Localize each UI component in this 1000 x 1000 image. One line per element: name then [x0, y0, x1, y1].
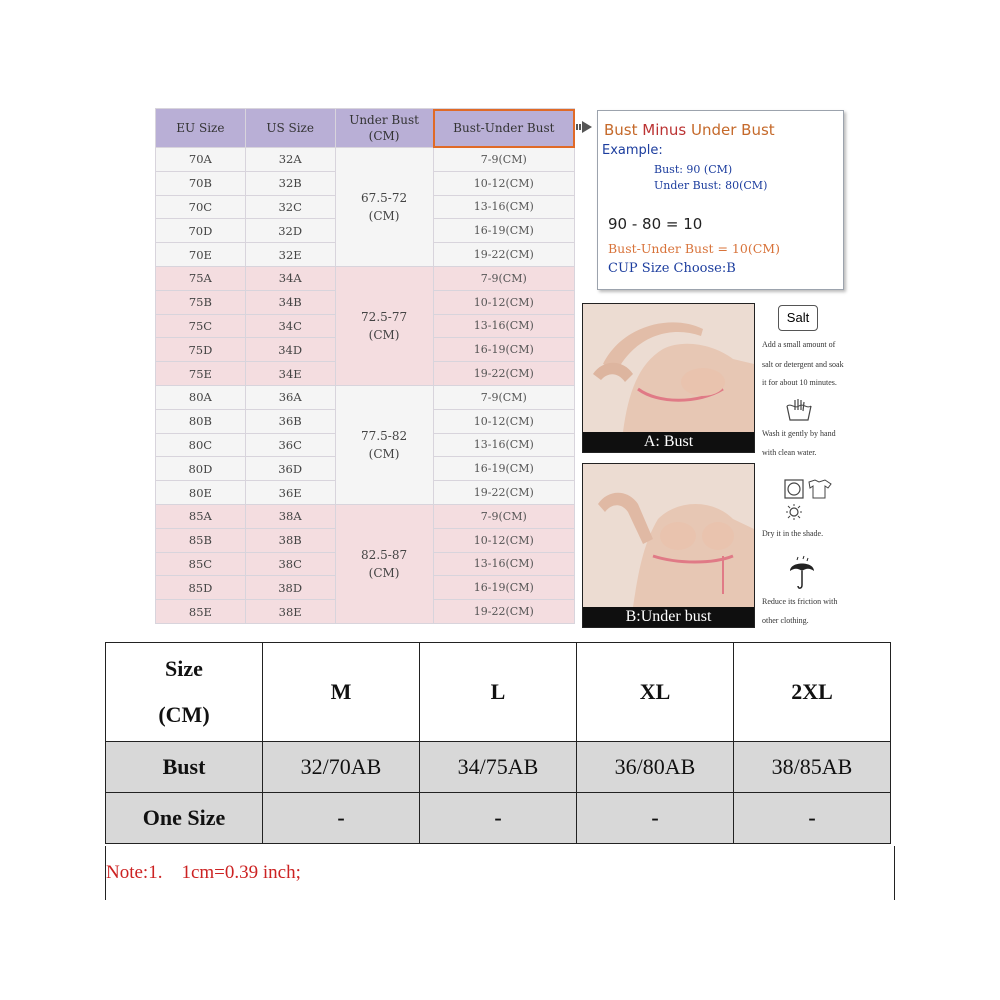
one-size-m: - — [263, 793, 420, 844]
us-size-cell: 32D — [245, 219, 335, 243]
eu-size-cell: 80C — [156, 433, 246, 457]
example-label: Example: — [602, 143, 663, 158]
bust-difference-cell: 19-22(CM) — [433, 362, 574, 386]
size-col-l: L — [420, 643, 577, 742]
bust-difference-cell: 16-19(CM) — [433, 457, 574, 481]
bust-2xl: 38/85AB — [734, 742, 891, 793]
bust-difference-cell: 13-16(CM) — [433, 433, 574, 457]
eu-size-cell: 80E — [156, 481, 246, 505]
care-salt-line-2: salt or detergent and soak — [762, 360, 844, 369]
eu-size-cell: 80D — [156, 457, 246, 481]
table-row — [156, 148, 575, 172]
eu-size-cell: 85D — [156, 576, 246, 600]
care-salt-line-3: it for about 10 minutes. — [762, 378, 837, 387]
care-friction-line-1: Reduce its friction with — [762, 597, 838, 606]
eu-size-cell: 80A — [156, 385, 246, 409]
bust-difference-cell: 7-9(CM) — [433, 148, 574, 172]
us-size-cell: 38E — [245, 600, 335, 624]
under-bust-range-cell: 72.5-77 (CM) — [335, 266, 433, 385]
under-bust-range-cell: 67.5-72 (CM) — [335, 148, 433, 267]
salt-label: Salt — [778, 305, 818, 331]
us-size-cell: 32A — [245, 148, 335, 172]
us-size-cell: 36E — [245, 481, 335, 505]
us-size-cell: 38A — [245, 504, 335, 528]
under-bust-range-cell: 77.5-82 (CM) — [335, 385, 433, 504]
us-size-cell: 38D — [245, 576, 335, 600]
eu-size-cell: 75A — [156, 266, 246, 290]
hand-wash-icon — [785, 398, 813, 422]
header-eu-size: EU Size — [156, 109, 246, 148]
bust-xl: 36/80AB — [577, 742, 734, 793]
us-size-cell: 38B — [245, 528, 335, 552]
bust-illustration — [583, 304, 754, 432]
one-size-2xl: - — [734, 793, 891, 844]
bust-difference-cell: 13-16(CM) — [433, 195, 574, 219]
size-chart-header — [156, 109, 575, 148]
under-bust-measurement-photo — [582, 463, 755, 628]
eu-size-cell: 85B — [156, 528, 246, 552]
bust-difference-cell: 7-9(CM) — [433, 266, 574, 290]
bust-difference-cell: 10-12(CM) — [433, 171, 574, 195]
bust-difference-cell: 16-19(CM) — [433, 219, 574, 243]
eu-size-cell: 70D — [156, 219, 246, 243]
eu-size-cell: 70E — [156, 243, 246, 267]
bust-m: 32/70AB — [263, 742, 420, 793]
care-wash-line-1: Wash it gently by hand — [762, 429, 836, 438]
us-size-cell: 34A — [245, 266, 335, 290]
table-row — [106, 742, 891, 793]
under-bust-range-cell: 82.5-87 (CM) — [335, 504, 433, 623]
dry-in-shade-icon — [783, 478, 835, 522]
eu-size-cell: 75B — [156, 290, 246, 314]
eu-size-cell: 85C — [156, 552, 246, 576]
us-size-cell: 36C — [245, 433, 335, 457]
us-size-cell: 36D — [245, 457, 335, 481]
eu-size-cell: 70B — [156, 171, 246, 195]
eu-size-cell: 70C — [156, 195, 246, 219]
bust-difference-cell: 19-22(CM) — [433, 600, 574, 624]
size-col-xl: XL — [577, 643, 734, 742]
us-size-cell: 36A — [245, 385, 335, 409]
under-bust-caption: B:Under bust — [583, 607, 754, 627]
size-table — [105, 642, 891, 844]
table-row — [156, 385, 575, 409]
umbrella-icon — [788, 555, 816, 591]
bust-difference-cell: 16-19(CM) — [433, 338, 574, 362]
table-row — [106, 793, 891, 844]
us-size-cell: 34D — [245, 338, 335, 362]
care-friction-line-2: other clothing. — [762, 616, 809, 625]
bust-difference-cell: 7-9(CM) — [433, 504, 574, 528]
eu-size-cell: 80B — [156, 409, 246, 433]
size-col-m: M — [263, 643, 420, 742]
example-cup: CUP Size Choose:B — [608, 261, 736, 276]
example-equation: 90 - 80 = 10 — [608, 215, 703, 233]
bust-measurement-photo — [582, 303, 755, 453]
us-size-cell: 38C — [245, 552, 335, 576]
bust-difference-cell: 10-12(CM) — [433, 528, 574, 552]
row-label-bust: Bust — [106, 742, 263, 793]
header-us-size: US Size — [245, 109, 335, 148]
us-size-cell: 32B — [245, 171, 335, 195]
bust-difference-cell: 7-9(CM) — [433, 385, 574, 409]
care-wash-line-2: with clean water. — [762, 448, 817, 457]
bust-difference-cell: 13-16(CM) — [433, 314, 574, 338]
eu-size-cell: 75E — [156, 362, 246, 386]
us-size-cell: 36B — [245, 409, 335, 433]
arrow-right-icon — [576, 118, 594, 136]
note-box — [105, 846, 895, 900]
example-under-bust: Under Bust: 80(CM) — [654, 179, 768, 192]
care-dry-line: Dry it in the shade. — [762, 529, 824, 538]
eu-size-cell: 75C — [156, 314, 246, 338]
example-title: Bust Minus Under Bust — [604, 121, 775, 139]
bust-difference-cell: 10-12(CM) — [433, 409, 574, 433]
one-size-xl: - — [577, 793, 734, 844]
bust-caption: A: Bust — [583, 432, 754, 452]
note-text: Note:1. 1cm=0.39 inch; — [106, 862, 301, 883]
us-size-cell: 32E — [245, 243, 335, 267]
size-table-corner: Size (CM) — [106, 643, 263, 742]
header-under-bust: Under Bust (CM) — [335, 109, 433, 148]
table-row — [156, 504, 575, 528]
example-box — [597, 110, 844, 290]
size-table-header — [106, 643, 891, 742]
us-size-cell: 34C — [245, 314, 335, 338]
example-result: Bust-Under Bust = 10(CM) — [608, 241, 780, 256]
bust-difference-cell: 19-22(CM) — [433, 481, 574, 505]
eu-size-cell: 85A — [156, 504, 246, 528]
under-bust-illustration — [583, 464, 754, 607]
table-row — [156, 266, 575, 290]
eu-size-cell: 70A — [156, 148, 246, 172]
us-size-cell: 34B — [245, 290, 335, 314]
bust-l: 34/75AB — [420, 742, 577, 793]
care-salt-line-1: Add a small amount of — [762, 340, 836, 349]
bust-difference-cell: 10-12(CM) — [433, 290, 574, 314]
bust-difference-cell: 16-19(CM) — [433, 576, 574, 600]
eu-size-cell: 75D — [156, 338, 246, 362]
row-label-one-size: One Size — [106, 793, 263, 844]
eu-size-cell: 85E — [156, 600, 246, 624]
bust-difference-cell: 13-16(CM) — [433, 552, 574, 576]
example-bust: Bust: 90 (CM) — [654, 163, 733, 176]
size-chart — [155, 108, 575, 624]
us-size-cell: 34E — [245, 362, 335, 386]
us-size-cell: 32C — [245, 195, 335, 219]
header-bust-minus-under-bust: Bust-Under Bust — [433, 109, 574, 148]
one-size-l: - — [420, 793, 577, 844]
bust-difference-cell: 19-22(CM) — [433, 243, 574, 267]
size-col-2xl: 2XL — [734, 643, 891, 742]
